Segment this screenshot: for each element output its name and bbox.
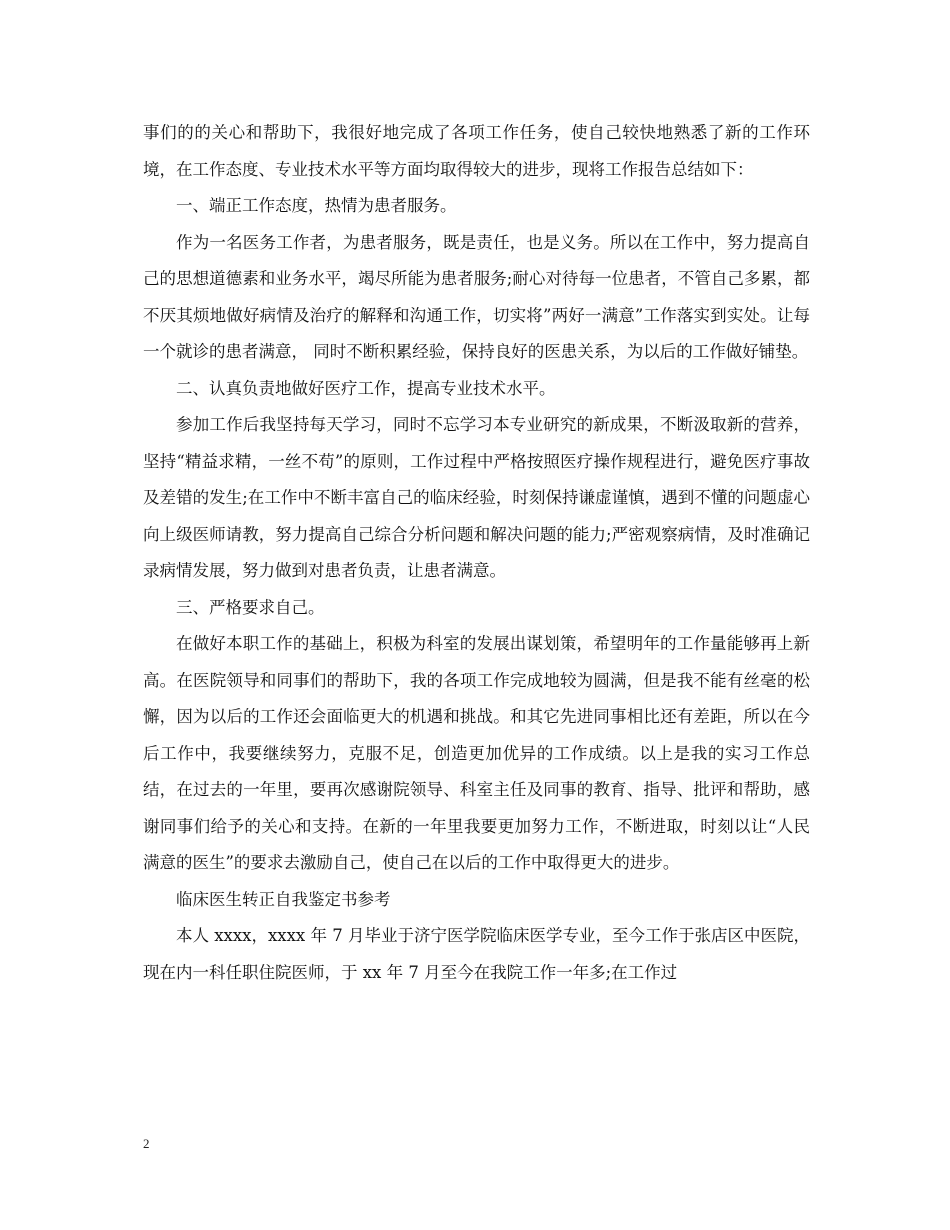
section-heading-1: 一、端正工作态度，热情为患者服务。: [176, 196, 457, 215]
paragraph-section-3: 在做好本职工作的基础上，积极为科室的发展出谋划策，希望明年的工作量能够再上新高。在医院领导和同事们的帮助下，我的各项工作完成地较为圆满，但是我不能有丝毫的松懈，因为以后的工作还会面临更大的机遇和挑战。和其它先进同事相比还有差距，所以在今后工作中，我要继续努力，克服不足，创造更加优异的工作成绩。以上是我的实习工作总结，在过去的一年里，要再次感谢院领导、科室主任及同事的教育、指导、批评和帮助，感谢同事们给予的关心和支持。在新的一年里我要更加努力工作，不断进取，时刻以让“人民满意的医生”的要求去激励自己，使自己在以后的工作中取得更大的进步。: [143, 634, 810, 872]
paragraph-section-1: 作为一名医务工作者，为患者服务，既是责任，也是义务。所以在工作中，努力提高自己的思想道德素和业务水平，竭尽所能为患者服务;耐心对待每一位患者，不管自己多累，都不厌其烦地做好病情及治疗的解释和沟通工作，切实将”两好一满意”工作落实到实处。让每一个就诊的患者满意， 同时不断积累经验，保持良好的医患关系，为以后的工作做好铺垫。: [143, 232, 810, 361]
section-heading-2: 二、认真负责地做好医疗工作，提高专业技术水平。: [176, 378, 556, 398]
paragraph-article-intro: 本人 xxxx，xxxx 年 7 月毕业于济宁医学院临床医学专业，至今工作于张店区中医院，现在内一科任职住院医师，于 xx 年 7 月至今在我院工作一年多;在工作过: [143, 926, 810, 982]
document-body: [143, 115, 810, 991]
article-title: 临床医生转正自我鉴定书参考: [176, 889, 391, 909]
section-heading-3: 三、严格要求自己。: [176, 597, 325, 617]
paragraph-intro-continuation: 事们的的关心和帮助下，我很好地完成了各项工作任务，使自己较快地熟悉了新的工作环境，在工作态度、专业技术水平等方面均取得较大的进步，现将工作报告总结如下：: [143, 123, 810, 179]
page-number: 2: [143, 1136, 150, 1151]
paragraph-section-2: 参加工作后我坚持每天学习，同时不忘学习本专业研究的新成果，不断汲取新的营养，坚持“精益求精，一丝不苟”的原则，工作过程中严格按照医疗操作规程进行，避免医疗事故及差错的发生;在工作中不断丰富自己的临床经验，时刻保持谦虚谨慎，遇到不懂的问题虚心向上级医师请教，努力提高自己综合分析问题和解决问题的能力;严密观察病情，及时准确记录病情发展，努力做到对患者负责，让患者满意。: [143, 415, 810, 580]
